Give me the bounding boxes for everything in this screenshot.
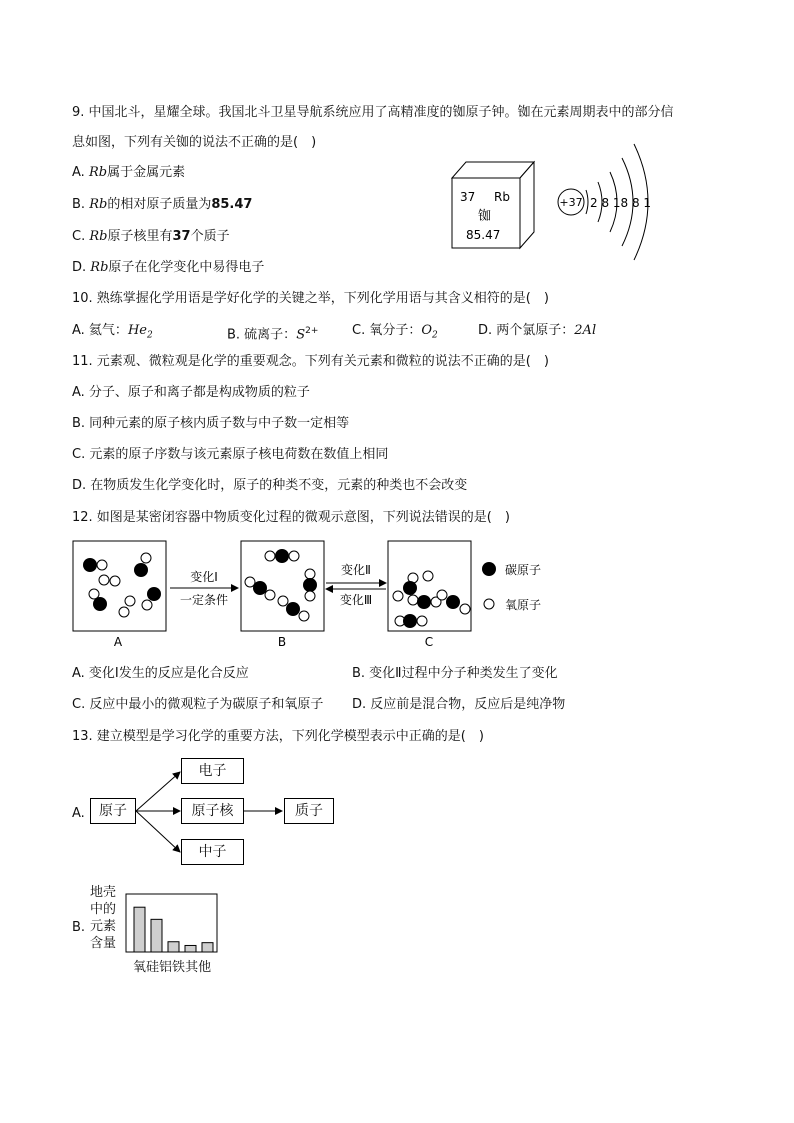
- arrow-atom-to-neutron: [136, 811, 180, 852]
- legend-carbon-icon: [482, 562, 496, 576]
- q13-option-b-label[interactable]: B.: [72, 920, 86, 935]
- q12-option-c[interactable]: C. 反应中最小的微观粒子为碳原子和氧原子: [72, 697, 324, 712]
- chart-ylabel: 地壳 中的 元素 含量: [90, 885, 117, 951]
- box-a: [73, 541, 166, 631]
- carbon-atom: [134, 563, 148, 577]
- oxygen-atom: [437, 590, 447, 600]
- oxygen-atom: [423, 571, 433, 581]
- oxygen-atom: [460, 604, 470, 614]
- q13-option-a-label[interactable]: A.: [72, 806, 85, 821]
- model-atom-box: 原子: [90, 798, 136, 824]
- oxygen-atom: [142, 600, 152, 610]
- box-a-label: A: [113, 635, 123, 649]
- arrow-atom-to-electron: [136, 772, 180, 811]
- q9-stem-line2: 息如图，下列有关铷的说法不正确的是( ): [72, 135, 317, 150]
- q11-option-c[interactable]: C. 元素的原子序数与该元素原子核电荷数在数值上相同: [72, 447, 389, 462]
- carbon-atom: [93, 597, 107, 611]
- model-proton-box: 质子: [284, 798, 334, 824]
- category-label: 其他: [185, 960, 212, 975]
- bar-硅: [151, 919, 162, 952]
- oxygen-atom: [141, 553, 151, 563]
- carbon-atom: [83, 558, 97, 572]
- oxygen-atom: [119, 607, 129, 617]
- electron-shells: 2 8 18 8 1: [590, 196, 652, 210]
- arrow1-bottom-label: 一定条件: [179, 593, 229, 607]
- q13-stem: 13. 建立模型是学习化学的重要方法，下列化学模型表示中正确的是( ): [72, 729, 484, 744]
- carbon-atom: [303, 578, 317, 592]
- chart-categories: [133, 956, 211, 975]
- oxygen-atom: [289, 551, 299, 561]
- carbon-atom: [403, 581, 417, 595]
- model-nucleus-box: 原子核: [181, 798, 244, 824]
- cell-symbol: Rb: [494, 190, 510, 204]
- oxygen-atom: [417, 616, 427, 626]
- category-label: 铁: [172, 960, 186, 975]
- arrow1-top-label: 变化Ⅰ: [190, 570, 218, 584]
- category-label: 氧: [133, 960, 147, 975]
- q9-option-c[interactable]: C. Rb原子核里有37个质子: [72, 229, 230, 244]
- oxygen-atom: [265, 590, 275, 600]
- bar-铁: [185, 945, 196, 952]
- carbon-atom: [275, 549, 289, 563]
- cell-atomic-mass: 85.47: [466, 228, 501, 242]
- q9-option-b[interactable]: B. Rb的相对原子质量为85.47: [72, 197, 253, 212]
- q10-option-d[interactable]: D. 两个氯原子：2Al: [478, 323, 597, 338]
- category-label: 硅: [146, 960, 160, 975]
- q12-option-a[interactable]: A. 变化Ⅰ发生的反应是化合反应: [72, 666, 249, 681]
- cell-element-name: 铷: [478, 209, 492, 224]
- carbon-atom: [446, 595, 460, 609]
- cell-atomic-number: 37: [460, 190, 476, 204]
- model-neutron-box: 中子: [181, 839, 244, 865]
- oxygen-atom: [408, 595, 418, 605]
- carbon-atom: [253, 581, 267, 595]
- q12-microscopic-diagram: [70, 538, 560, 652]
- legend-oxygen-label: 氧原子: [505, 598, 542, 612]
- arrow2-bottom-label: 变化Ⅲ: [339, 593, 373, 607]
- q11-option-b[interactable]: B. 同种元素的原子核内质子数与中子数一定相等: [72, 416, 350, 431]
- category-label: 铝: [159, 960, 173, 975]
- q10-stem: 10. 熟练掌握化学用语是学好化学的关键之举，下列化学用语与其含义相符的是( ): [72, 291, 549, 306]
- carbon-atom: [147, 587, 161, 601]
- oxygen-atom: [299, 611, 309, 621]
- q11-option-d[interactable]: D. 在物质发生化学变化时，原子的种类不变，元素的种类也不会改变: [72, 478, 468, 493]
- arrow2-top-label: 变化Ⅱ: [341, 563, 371, 577]
- crust-element-bar-chart: [125, 893, 220, 955]
- bar-氧: [134, 907, 145, 952]
- q10-option-c[interactable]: C. 氧分子：$O_2$: [352, 323, 438, 341]
- nucleus-charge: +37: [559, 196, 583, 209]
- q10-option-a[interactable]: A. 氦气：$He_2$: [72, 323, 153, 341]
- carbon-atom: [417, 595, 431, 609]
- oxygen-atom: [305, 569, 315, 579]
- oxygen-atom: [125, 596, 135, 606]
- legend-carbon-label: 碳原子: [505, 563, 542, 577]
- oxygen-atom: [97, 560, 107, 570]
- q11-option-a[interactable]: A. 分子、原子和离子都是构成物质的粒子: [72, 385, 310, 400]
- oxygen-atom: [99, 575, 109, 585]
- q9-option-d[interactable]: D. Rb原子在化学变化中易得电子: [72, 260, 265, 275]
- q12-option-d[interactable]: D. 反应前是混合物，反应后是纯净物: [352, 697, 566, 712]
- oxygen-atom: [393, 591, 403, 601]
- legend-oxygen-icon: [484, 599, 494, 609]
- q9-option-a[interactable]: A. Rb属于金属元素: [72, 165, 186, 180]
- bar-其他: [202, 943, 213, 952]
- oxygen-atom: [110, 576, 120, 586]
- box-b-label: B: [277, 635, 287, 649]
- shell-arc-1: [586, 190, 588, 214]
- carbon-atom: [403, 614, 417, 628]
- oxygen-atom: [305, 591, 315, 601]
- q11-stem: 11. 元素观、微粒观是化学的重要观念。下列有关元素和微粒的说法不正确的是( ): [72, 354, 549, 369]
- q12-option-b[interactable]: B. 变化Ⅱ过程中分子种类发生了变化: [352, 666, 558, 681]
- oxygen-atom: [278, 596, 288, 606]
- periodic-cell-rb: [448, 158, 538, 252]
- q10-option-b[interactable]: B. 硫离子：$S^{2+}$: [227, 326, 319, 343]
- oxygen-atom: [265, 551, 275, 561]
- q9-stem-line1: 9. 中国北斗，星耀全球。我国北斗卫星导航系统应用了高精准度的铷原子钟。铷在元素周期表中的部分信: [72, 105, 674, 120]
- model-electron-box: 电子: [181, 758, 244, 784]
- q12-stem: 12. 如图是某密闭容器中物质变化过程的微观示意图，下列说法错误的是( ): [72, 510, 510, 525]
- bar-铝: [168, 942, 179, 952]
- carbon-atom: [286, 602, 300, 616]
- rb-atom-structure-diagram: [552, 138, 662, 264]
- box-c-label: C: [424, 635, 434, 649]
